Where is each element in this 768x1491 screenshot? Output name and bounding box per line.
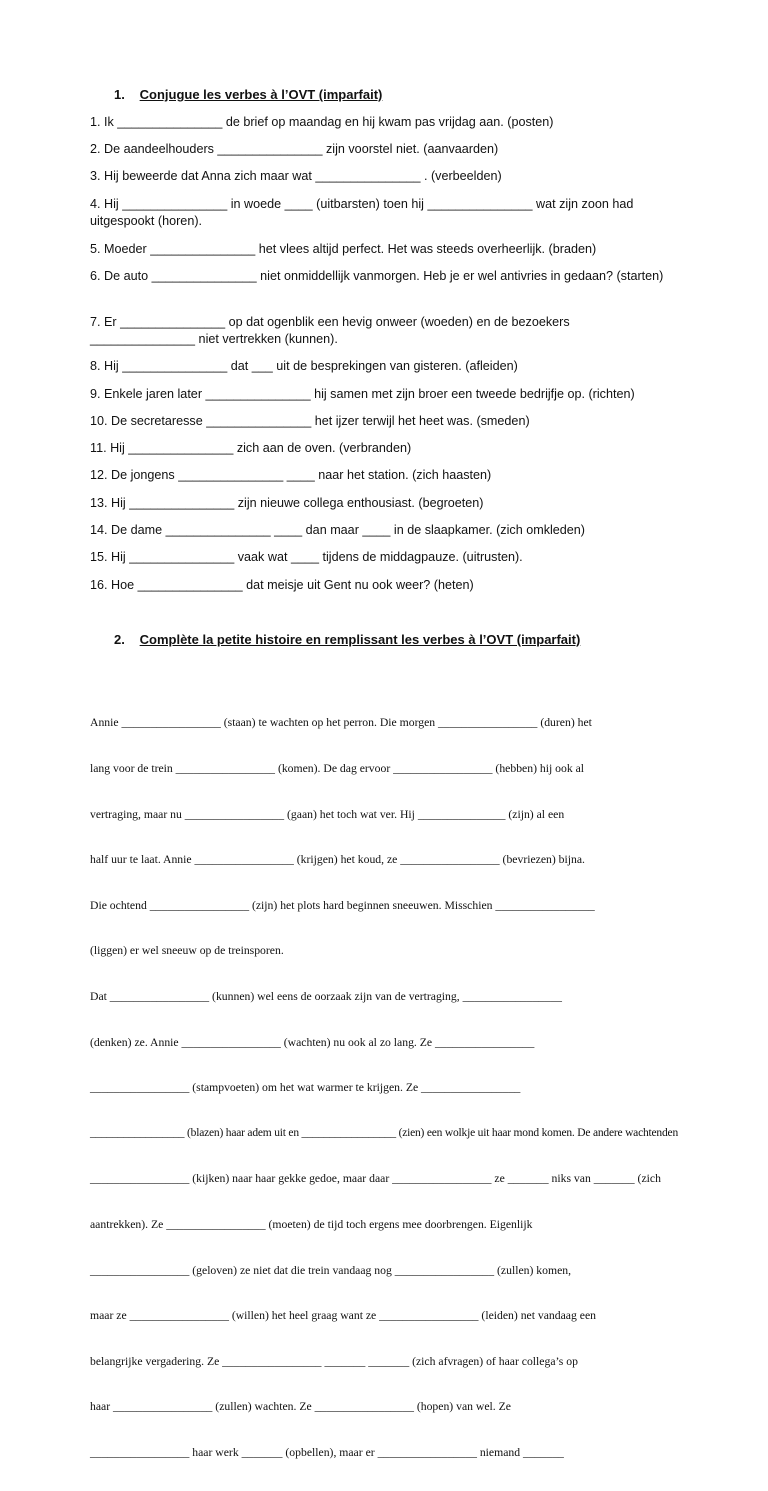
story-line: aantrekken). Ze _________________ (moeten) de tijd toch ergens mee doorbrengen. Eigenlijk	[90, 1217, 533, 1231]
exercise-5: 5. Moeder _______________ het vlees altijd perfect. Het was steeds overheerlijk. (braden)	[90, 242, 597, 256]
exercise-9: 9. Enkele jaren later _______________ hij samen met zijn broer een tweede bedrijfje op. (richten)	[90, 387, 635, 401]
story-line: _________________ (kijken) naar haar gekke gedoe, maar daar _________________ ze _______ niks van _______ (zich	[90, 1172, 661, 1186]
section-1-heading	[90, 87, 382, 102]
exercise-11: 11. Hij _______________ zich aan de oven. (verbranden)	[90, 441, 412, 455]
story-line: belangrijke vergadering. Ze _________________ _______ _______ (zich afvragen) of haar collega’s op	[90, 1354, 578, 1368]
exercise-10: 10. De secretaresse _______________ het ijzer terwijl het heet was. (smeden)	[90, 414, 530, 428]
exercise-4: 4. Hij _______________ in woede ____ (uitbarsten) toen hij _______________ wat zijn zoon had uitgespookt (horen).	[90, 197, 637, 228]
section-2-title: Complète la petite histoire en remplissant les verbes à l’OVT (imparfait)	[139, 632, 581, 647]
exercise-12: 12. De jongens _______________ ____ naar het station. (zich haasten)	[90, 468, 492, 482]
story-line: haar _________________ (zullen) wachten. Ze _________________ (hopen) van wel. Ze	[90, 1400, 511, 1414]
story-line: Annie _________________ (staan) te wachten op het perron. Die morgen _________________ (duren) het	[90, 716, 592, 730]
exercise-1: 1. Ik _______________ de brief op maandag en hij kwam pas vrijdag aan. (posten)	[90, 115, 554, 129]
story-line: maar ze _________________ (willen) het heel graag want ze _________________ (leiden) net vandaag een	[90, 1309, 596, 1323]
story-line: half uur te laat. Annie _________________ (krijgen) het koud, ze _________________ (bevriezen) bijna.	[90, 853, 585, 867]
exercise-6: 6. De auto _______________ niet onmiddellijk vanmorgen. Heb je er wel antivries in gedaan? (starten)	[90, 269, 664, 283]
section-1-number: 1.	[114, 87, 125, 102]
story-line: _________________ (blazen) haar adem uit en _________________ (zien) een wolkje uit haar mond komen. De andere wachtenden	[90, 1126, 678, 1139]
story-line: (liggen) er wel sneeuw op de treinsporen.	[90, 944, 284, 958]
story-line: lang voor de trein _________________ (komen). De dag ervoor _________________ (hebben) hij ook al	[90, 762, 585, 775]
exercise-3: 3. Hij beweerde dat Anna zich maar wat _______________ . (verbeelden)	[90, 169, 502, 183]
story-line: (denken) ze. Annie _________________ (wachten) nu ook al zo lang. Ze _________________	[90, 1035, 535, 1049]
exercise-15: 15. Hij _______________ vaak wat ____ tijdens de middagpauze. (uitrusten).	[90, 550, 523, 564]
story-line: _________________ haar werk _______ (opbellen), maar er _________________ niemand _______	[90, 1445, 564, 1459]
section-2-number: 2.	[114, 632, 125, 647]
story-line: _________________ (geloven) ze niet dat die trein vandaag nog _________________ (zullen) komen,	[90, 1263, 572, 1277]
story-line: vertraging, maar nu _________________ (gaan) het toch wat ver. Hij _______________ (zijn) al een	[90, 807, 565, 821]
exercise-16: 16. Hoe _______________ dat meisje uit Gent nu ook weer? (heten)	[90, 578, 474, 592]
story-text	[90, 685, 680, 1491]
section-2-heading	[90, 632, 580, 647]
section-1-title: Conjugue les verbes à l’OVT (imparfait)	[139, 87, 383, 102]
exercise-14: 14. De dame _______________ ____ dan maar ____ in de slaapkamer. (zich omkleden)	[90, 523, 585, 537]
story-line: _________________ (stampvoeten) om het wat warmer te krijgen. Ze _________________	[90, 1081, 521, 1095]
exercise-8: 8. Hij _______________ dat ___ uit de besprekingen van gisteren. (afleiden)	[90, 359, 518, 373]
exercise-7: 7. Er _______________ op dat ogenblik een hevig onweer (woeden) en de bezoekers _______________ niet vertrekken (kunnen).	[90, 315, 574, 346]
story-line: Dat _________________ (kunnen) wel eens de oorzaak zijn van de vertraging, _________________	[90, 989, 562, 1003]
story-line: Die ochtend _________________ (zijn) het plots hard beginnen sneeuwen. Misschien _________________	[90, 898, 595, 912]
exercise-2: 2. De aandeelhouders _______________ zijn voorstel niet. (aanvaarden)	[90, 142, 499, 156]
exercise-13: 13. Hij _______________ zijn nieuwe collega enthousiast. (begroeten)	[90, 496, 484, 510]
